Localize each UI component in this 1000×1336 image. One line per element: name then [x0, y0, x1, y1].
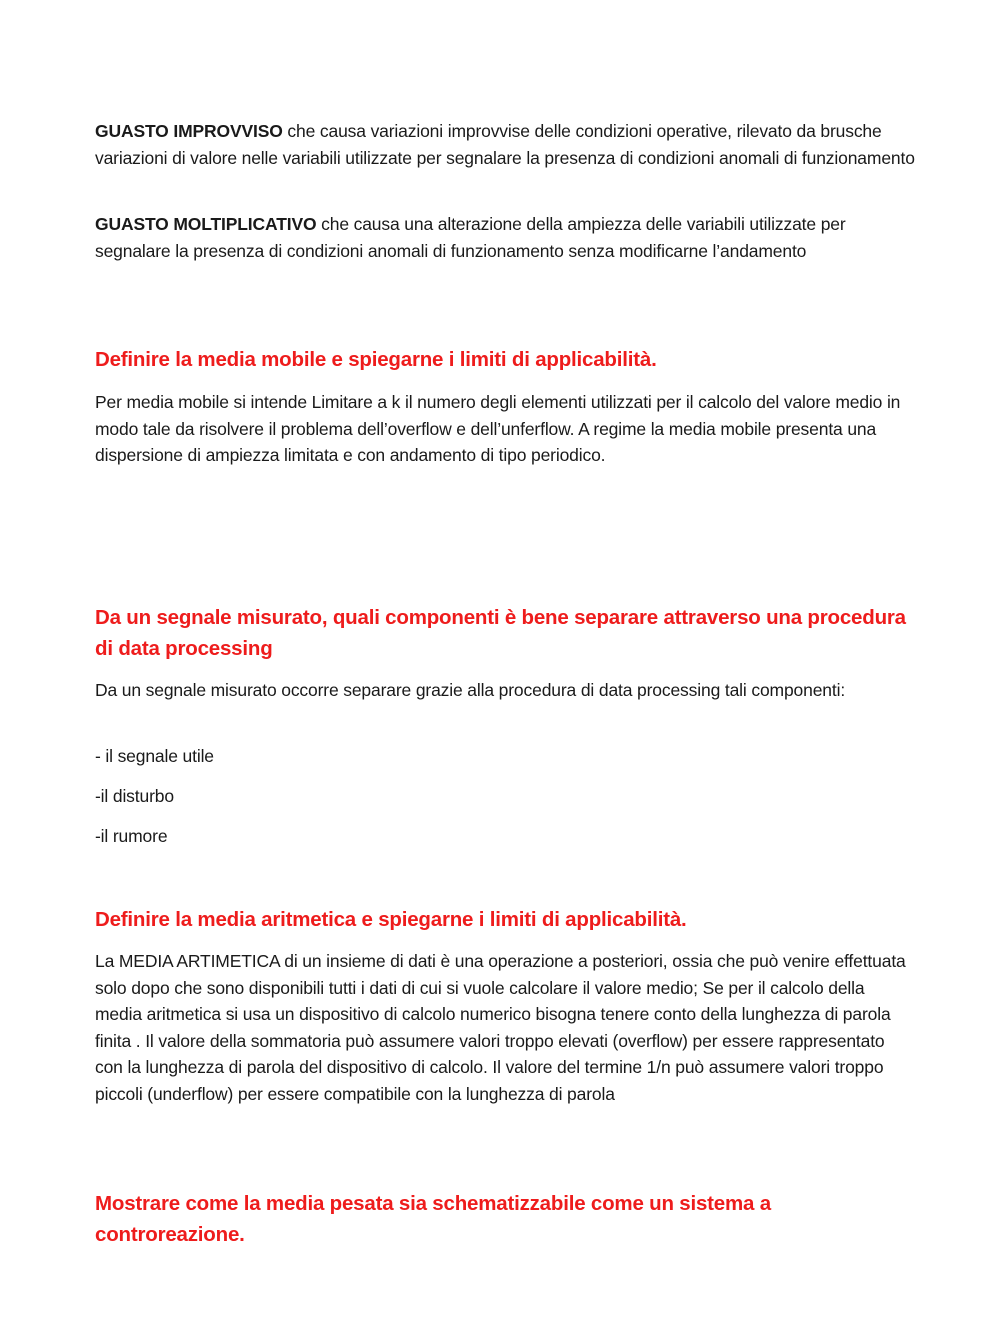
segnale-list-item	[95, 823, 915, 850]
media-aritmetica-heading: Definire la media aritmetica e spiegarne i limiti di applicabilità.	[95, 908, 687, 931]
guasto-improvviso-paragraph	[95, 118, 915, 171]
media-pesata-heading: Mostrare come la media pesata sia schematizzabile come un sistema a controreazione.	[95, 1192, 771, 1246]
guasto-improvviso-term: GUASTO IMPROVVISO	[95, 121, 283, 141]
media-mobile-section	[95, 344, 915, 375]
segnale-list-item	[95, 743, 915, 770]
segnale-section	[95, 602, 915, 664]
list-item: - il segnale utile	[95, 746, 214, 766]
segnale-body: Da un segnale misurato occorre separare grazie alla procedura di data processing tali componenti:	[95, 680, 846, 700]
list-item: -il disturbo	[95, 786, 174, 806]
segnale-heading: Da un segnale misurato, quali componenti è bene separare attraverso una procedura di data processing	[95, 606, 906, 660]
media-mobile-body-block	[95, 389, 925, 469]
guasto-moltiplicativo-term: GUASTO MOLTIPLICATIVO	[95, 214, 317, 234]
list-item: -il rumore	[95, 826, 168, 846]
media-aritmetica-body: La MEDIA ARTIMETICA di un insieme di dati è una operazione a posteriori, ossia che può venire effettuata solo dopo che sono disponibili tutti i dati di cui si vuole calcolare il valore medio; Se per il calcolo della media aritmetica si usa un dispositivo di calcolo numerico bisogna tenere conto della lunghezza di parola finita . Il valore della sommatoria può assumere valori troppo elevati (overflow) per essere rappresentato con la lunghezza di parola del dispositivo di calcolo. Il valore del termine 1/n può assumere valori troppo piccoli (underflow) per essere compatibile con la lunghezza di parola	[95, 951, 906, 1104]
media-mobile-body: Per media mobile si intende Limitare a k il numero degli elementi utilizzati per il calcolo del valore medio in modo tale da risolvere il problema dell’overflow e dell’unferflow. A regime la media mobile presenta una dispersione di ampiezza limitata e con andamento di tipo periodico.	[95, 392, 901, 465]
guasto-improvviso-text: che causa variazioni improvvise delle condizioni operative, rilevato da brusche variazioni di valore nelle variabili utilizzate per segnalare la presenza di condizioni anomali di funzionamento	[95, 121, 915, 168]
guasto-moltiplicativo-text: che causa una alterazione della ampiezza delle variabili utilizzate per segnalare la presenza di condizioni anomali di funzionamento senza modificarne l’andamento	[95, 214, 846, 261]
segnale-body-block	[95, 677, 915, 704]
media-aritmetica-body-block	[95, 948, 915, 1107]
media-pesata-section	[95, 1188, 915, 1250]
media-aritmetica-section	[95, 904, 915, 935]
segnale-list-item	[95, 783, 915, 810]
media-mobile-heading: Definire la media mobile e spiegarne i limiti di applicabilità.	[95, 348, 657, 371]
guasto-moltiplicativo-paragraph	[95, 211, 915, 264]
